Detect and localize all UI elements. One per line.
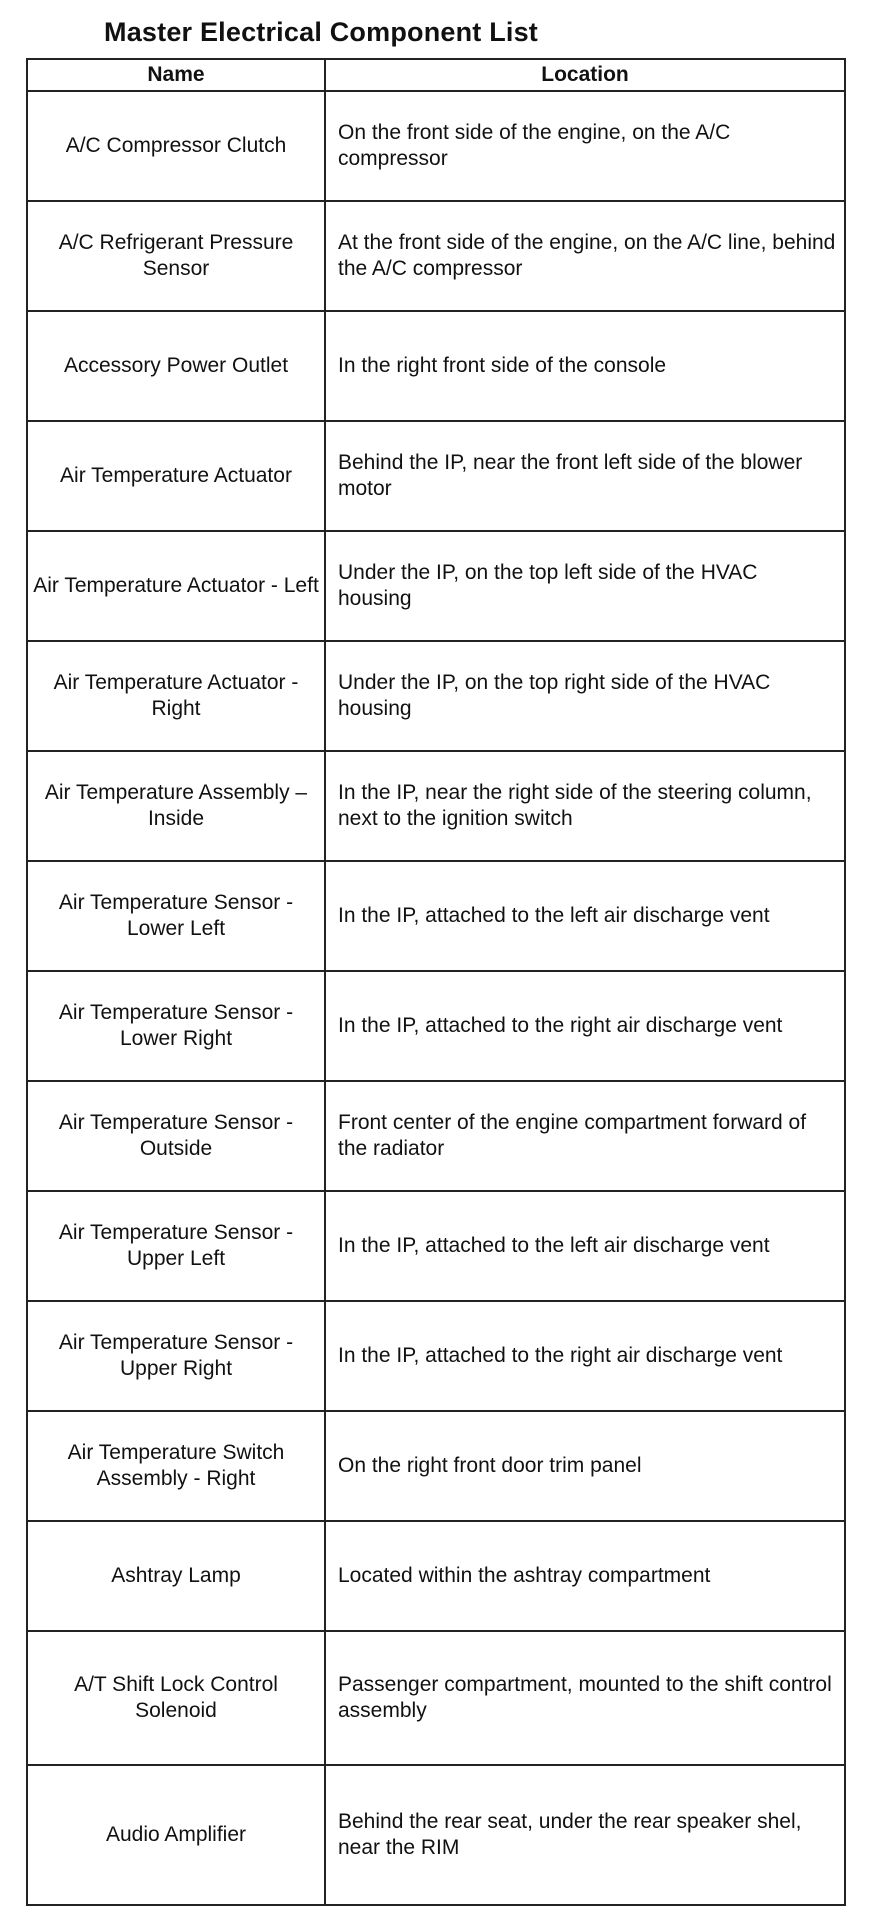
component-name: Air Temperature Sensor - Lower Right	[27, 971, 325, 1081]
component-location: Front center of the engine compartment forward of the radiator	[325, 1081, 845, 1191]
table-row	[27, 1411, 845, 1521]
table-row	[27, 91, 845, 201]
table-row	[27, 971, 845, 1081]
component-name: Air Temperature Sensor - Outside	[27, 1081, 325, 1191]
component-name: Air Temperature Assembly – Inside	[27, 751, 325, 861]
component-name: Air Temperature Sensor - Upper Right	[27, 1301, 325, 1411]
table-row	[27, 641, 845, 751]
component-location: In the IP, near the right side of the steering column, next to the ignition switch	[325, 751, 845, 861]
component-location: Behind the rear seat, under the rear speaker shel, near the RIM	[325, 1765, 845, 1905]
table-row	[27, 1191, 845, 1301]
component-location: In the IP, attached to the right air discharge vent	[325, 971, 845, 1081]
component-name: A/C Refrigerant Pressure Sensor	[27, 201, 325, 311]
table-row	[27, 861, 845, 971]
component-location: In the IP, attached to the left air discharge vent	[325, 1191, 845, 1301]
component-location: In the IP, attached to the left air discharge vent	[325, 861, 845, 971]
component-location: On the right front door trim panel	[325, 1411, 845, 1521]
column-header-location: Location	[325, 59, 845, 91]
component-location: Under the IP, on the top right side of the HVAC housing	[325, 641, 845, 751]
table-row	[27, 421, 845, 531]
column-header-name: Name	[27, 59, 325, 91]
component-name: Air Temperature Actuator	[27, 421, 325, 531]
component-name: A/T Shift Lock Control Solenoid	[27, 1631, 325, 1765]
component-location: Behind the IP, near the front left side of the blower motor	[325, 421, 845, 531]
component-location: Passenger compartment, mounted to the shift control assembly	[325, 1631, 845, 1765]
component-location: In the IP, attached to the right air discharge vent	[325, 1301, 845, 1411]
component-name: Air Temperature Sensor - Upper Left	[27, 1191, 325, 1301]
component-name: Air Temperature Actuator - Left	[27, 531, 325, 641]
component-name: A/C Compressor Clutch	[27, 91, 325, 201]
component-name: Ashtray Lamp	[27, 1521, 325, 1631]
component-location: On the front side of the engine, on the A/C compressor	[325, 91, 845, 201]
page-title: Master Electrical Component List	[104, 17, 538, 47]
table-header-row	[27, 59, 845, 91]
component-location: In the right front side of the console	[325, 311, 845, 421]
table-row	[27, 531, 845, 641]
component-name: Audio Amplifier	[27, 1765, 325, 1905]
component-location: At the front side of the engine, on the A/C line, behind the A/C compressor	[325, 201, 845, 311]
component-name: Accessory Power Outlet	[27, 311, 325, 421]
table-row	[27, 1301, 845, 1411]
component-location: Located within the ashtray compartment	[325, 1521, 845, 1631]
component-name: Air Temperature Sensor - Lower Left	[27, 861, 325, 971]
table-row	[27, 751, 845, 861]
table-row	[27, 1765, 845, 1905]
table-row	[27, 1631, 845, 1765]
table-row	[27, 201, 845, 311]
component-name: Air Temperature Actuator - Right	[27, 641, 325, 751]
table-row	[27, 311, 845, 421]
component-location: Under the IP, on the top left side of the HVAC housing	[325, 531, 845, 641]
component-name: Air Temperature Switch Assembly - Right	[27, 1411, 325, 1521]
component-table	[26, 58, 846, 1906]
table-row	[27, 1081, 845, 1191]
table-row	[27, 1521, 845, 1631]
